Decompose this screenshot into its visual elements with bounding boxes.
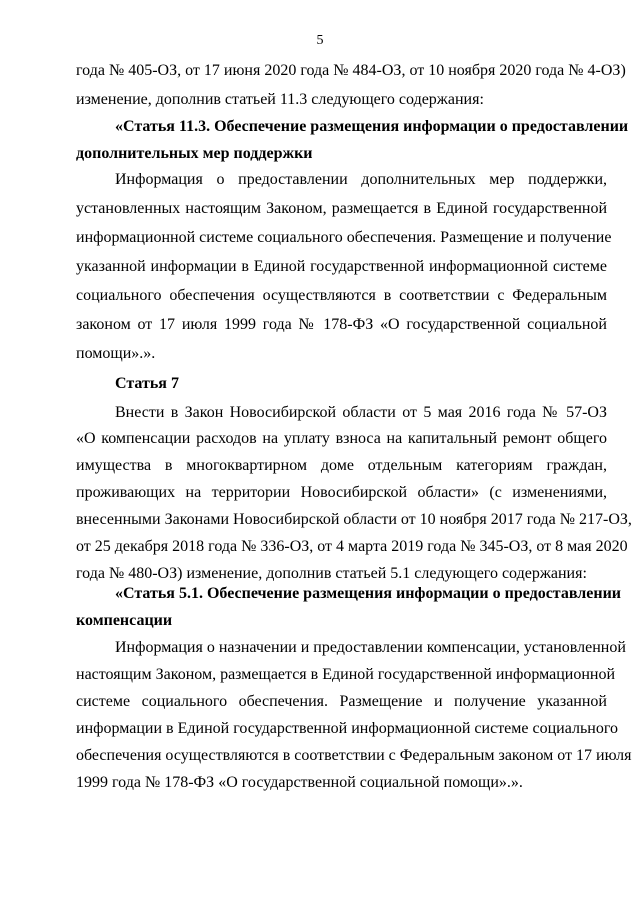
text-line: информационной системе социального обеспечения. Размещение и получение bbox=[76, 229, 612, 246]
text-line: Информация о назначении и предоставлении компенсации, установленной bbox=[115, 639, 626, 656]
text-line: года № 405-ОЗ, от 17 июня 2020 года № 484-ОЗ, от 10 ноября 2020 года № 4-ОЗ) bbox=[76, 62, 626, 79]
page-number: 5 bbox=[316, 33, 324, 48]
text-line: социального обеспечения осуществляются в соответствии с Федеральным bbox=[76, 287, 607, 304]
text-line: установленных настоящим Законом, размещается в Единой государственной bbox=[76, 200, 607, 217]
text-line: указанной информации в Единой государственной информационной системе bbox=[76, 258, 607, 275]
text-line: внесенными Законами Новосибирской области от 10 ноября 2017 года № 217-ОЗ, bbox=[76, 511, 632, 528]
text-line: настоящим Законом, размещается в Единой государственной информационной bbox=[76, 666, 616, 683]
text-line: обеспечения осуществляются в соответствии с Федеральным законом от 17 июля bbox=[76, 747, 632, 764]
text-line: информации в Единой государственной информационной системе социального bbox=[76, 720, 618, 737]
text-line: «Статья 5.1. Обеспечение размещения информации о предоставлении bbox=[115, 585, 622, 602]
text-line: дополнительных мер поддержки bbox=[76, 145, 313, 162]
text-line: Информация о предоставлении дополнительных мер поддержки, bbox=[115, 171, 607, 188]
text-line: компенсации bbox=[76, 612, 173, 629]
text-line: системе социального обеспечения. Размещение и получение указанной bbox=[76, 693, 607, 710]
text-line: Статья 7 bbox=[115, 375, 179, 392]
text-line: 1999 года № 178-ФЗ «О государственной социальной помощи».». bbox=[76, 774, 523, 791]
text-line: Внести в Закон Новосибирской области от 5 мая 2016 года № 57-ОЗ bbox=[115, 404, 607, 421]
text-line: «О компенсации расходов на уплату взноса на капитальный ремонт общего bbox=[76, 430, 607, 447]
text-line: имущества в многоквартирном доме отдельным категориям граждан, bbox=[76, 457, 607, 474]
text-line: года № 480-ОЗ) изменение, дополнив статьей 5.1 следующего содержания: bbox=[76, 565, 587, 582]
text-line: от 25 декабря 2018 года № 336-ОЗ, от 4 марта 2019 года № 345-ОЗ, от 8 мая 2020 bbox=[76, 538, 628, 555]
text-line: «Статья 11.3. Обеспечение размещения информации о предоставлении bbox=[115, 118, 629, 135]
text-line: законом от 17 июля 1999 года № 178-ФЗ «О государственной социальной bbox=[76, 316, 607, 333]
text-line: изменение, дополнив статьей 11.3 следующего содержания: bbox=[76, 91, 484, 108]
text-line: помощи».». bbox=[76, 345, 156, 362]
text-line: проживающих на территории Новосибирской области» (с изменениями, bbox=[76, 484, 607, 501]
